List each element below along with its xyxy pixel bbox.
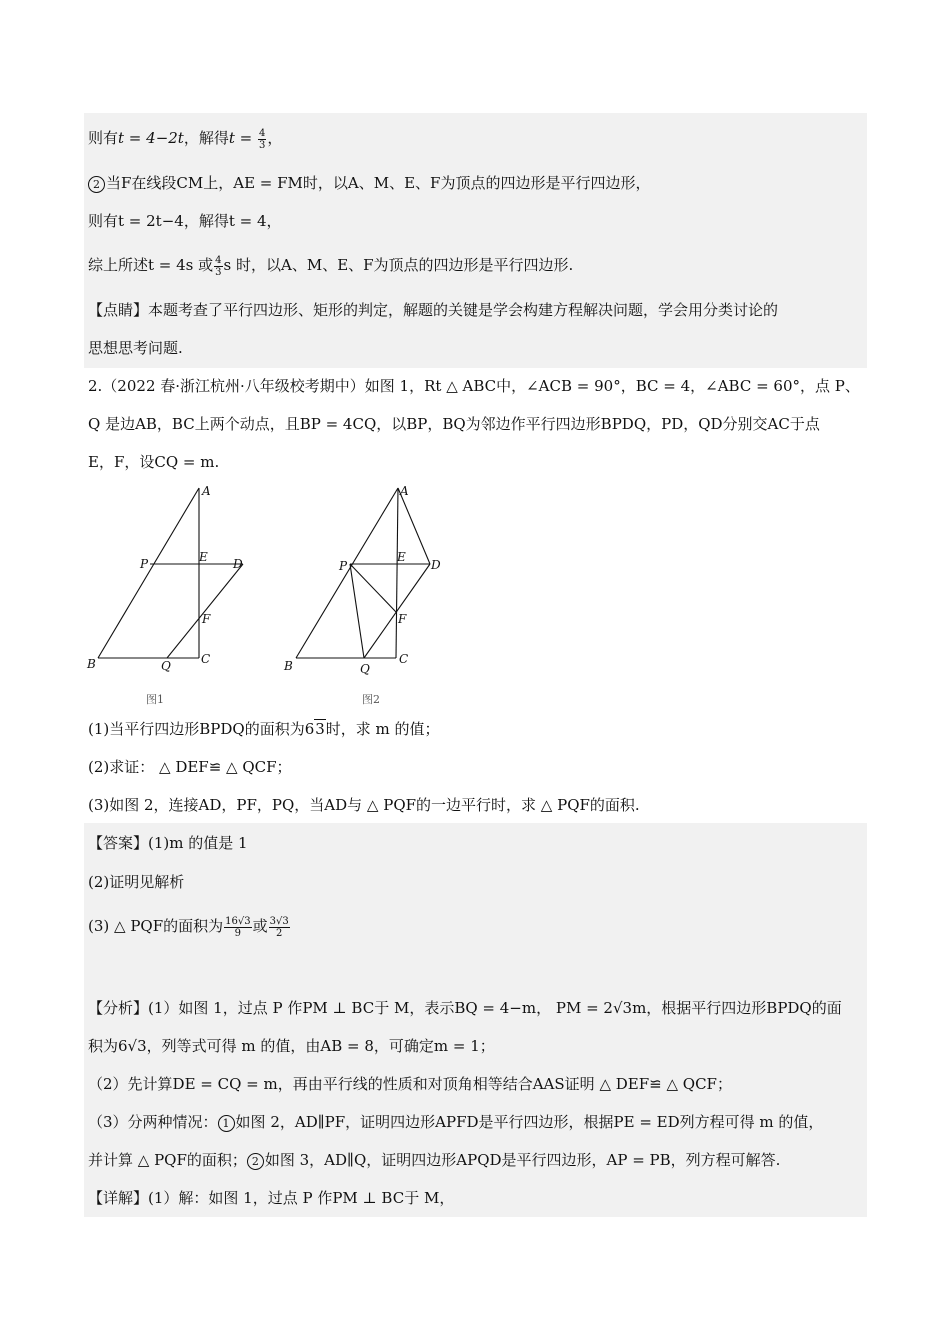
question-2 [88, 756, 292, 778]
text: 【点睛】本题考查了平行四边形、矩形的判定，解题的关键是学会构建方程解决问题，学会用分类讨论的 [88, 301, 779, 319]
text: 则有t = 2t−4，解得t = 4， [88, 212, 282, 230]
label-q: Q [360, 662, 370, 676]
text: (2)证明见解析 [88, 873, 185, 891]
text: Q 是边AB，BC上两个动点，且BP = 4CQ，以BP，BQ为邻边作平行四边形BPDQ，PD，QD分别交AC于点 [88, 415, 820, 433]
denominator: 3 [259, 139, 266, 151]
text: (1)当平行四边形BPDQ的面积为6 [88, 720, 315, 738]
label-e: E [199, 550, 208, 564]
label-a: A [202, 484, 211, 498]
denominator: 2 [275, 927, 283, 939]
figure-2-labels [283, 484, 441, 706]
text: 积为6√3，列等式可得 m 的值，由AB = 8，可确定m = 1； [88, 1037, 495, 1055]
numerator: 4 [259, 127, 266, 139]
question-1 [88, 718, 440, 740]
fraction [269, 916, 290, 939]
answer-1 [88, 832, 248, 854]
text: 思想思考问题. [88, 339, 183, 357]
text: （2）先计算DE = CQ = m，再由平行线的性质和对顶角相等结合AAS证明 △ DEF≌ △ QCF； [88, 1075, 732, 1093]
equation: t = 4−2t [118, 129, 184, 147]
analysis-line6 [88, 1187, 454, 1209]
text: 当F在线段CM上，AE = FM时，以A、M、E、F为顶点的四边形是平行四边形， [106, 174, 651, 192]
analysis-line3 [88, 1073, 732, 1095]
text: ， [267, 129, 283, 147]
equation: t = [228, 129, 253, 147]
text: 如图 2，AD∥PF，证明四边形APFD是平行四边形，根据PE = ED列方程可得 m 的值， [235, 1113, 824, 1131]
figure-1 [98, 488, 243, 658]
label-c: C [201, 652, 211, 666]
label-d: D [233, 557, 243, 571]
denominator: 3 [215, 266, 222, 278]
figure-2-caption: 图2 [362, 693, 380, 706]
text: 【答案】(1)m 的值是 1 [88, 834, 248, 852]
text: (3) △ PQF的面积为 [88, 917, 224, 935]
label-p: P [339, 559, 348, 573]
label-p: P [140, 557, 149, 571]
text: 或 [252, 917, 268, 935]
label-q: Q [161, 659, 171, 673]
analysis-line4 [88, 1111, 823, 1133]
answer-3 [88, 915, 291, 939]
text: (3)如图 2，连接AD，PF，PQ，当AD与 △ PQF的一边平行时，求 △ PQF的面积. [88, 796, 640, 814]
figure-1-labels [86, 484, 243, 706]
text: s 时，以A、M、E、F为顶点的四边形是平行四边形. [223, 256, 574, 274]
text: ，解得 [183, 129, 229, 147]
circled-number: 2 [247, 1153, 264, 1170]
text: 【详解】(1）解：如图 1，过点 P 作PM ⊥ BC于 M， [88, 1189, 455, 1207]
label-b: B [87, 657, 96, 671]
text: (2)求证： △ DEF≌ △ QCF； [88, 758, 292, 776]
denominator: 9 [234, 927, 242, 939]
label-c: C [399, 652, 409, 666]
question-3 [88, 794, 640, 816]
text: （3）分两种情况： [88, 1113, 218, 1131]
text: E，F，设CQ = m. [88, 453, 220, 471]
figure-1-caption: 图1 [146, 693, 164, 706]
answer-2 [88, 871, 184, 893]
text: 则有 [88, 129, 119, 147]
numerator: 16√3 [225, 915, 251, 927]
label-a: A [400, 484, 409, 498]
label-b: B [284, 659, 293, 673]
analysis-line1 [88, 997, 842, 1019]
label-f: F [202, 612, 211, 626]
text: 如图 3，AD∥Q，证明四边形APQD是平行四边形，AP = PB，列方程可解答. [264, 1151, 781, 1169]
circled-number: 1 [218, 1115, 235, 1132]
circled-number: 2 [88, 176, 105, 193]
label-e: E [397, 550, 406, 564]
analysis-line5 [88, 1149, 780, 1171]
text: 综上所述t = 4s 或 [88, 256, 214, 274]
numerator: 3√3 [269, 915, 289, 927]
text: 并计算 △ PQF的面积； [88, 1151, 247, 1169]
figure-2 [296, 488, 430, 658]
text: 2.（2022 春·浙江杭州·八年级校考期中）如图 1，Rt △ ABC中，∠ACB = 90°，BC = 4，∠ABC = 60°，点 P、 [88, 377, 860, 395]
radicand: 3 [315, 720, 325, 738]
text: 【分析】(1）如图 1，过点 P 作PM ⊥ BC于 M，表示BQ = 4−m， PM = 2√3m，根据平行四边形BPDQ的面 [88, 999, 842, 1017]
numerator: 4 [215, 254, 222, 266]
label-d: D [431, 558, 441, 572]
analysis-line2 [88, 1035, 495, 1057]
label-f: F [398, 612, 407, 626]
fraction [224, 916, 251, 939]
text: 时，求 m 的值； [325, 720, 440, 738]
